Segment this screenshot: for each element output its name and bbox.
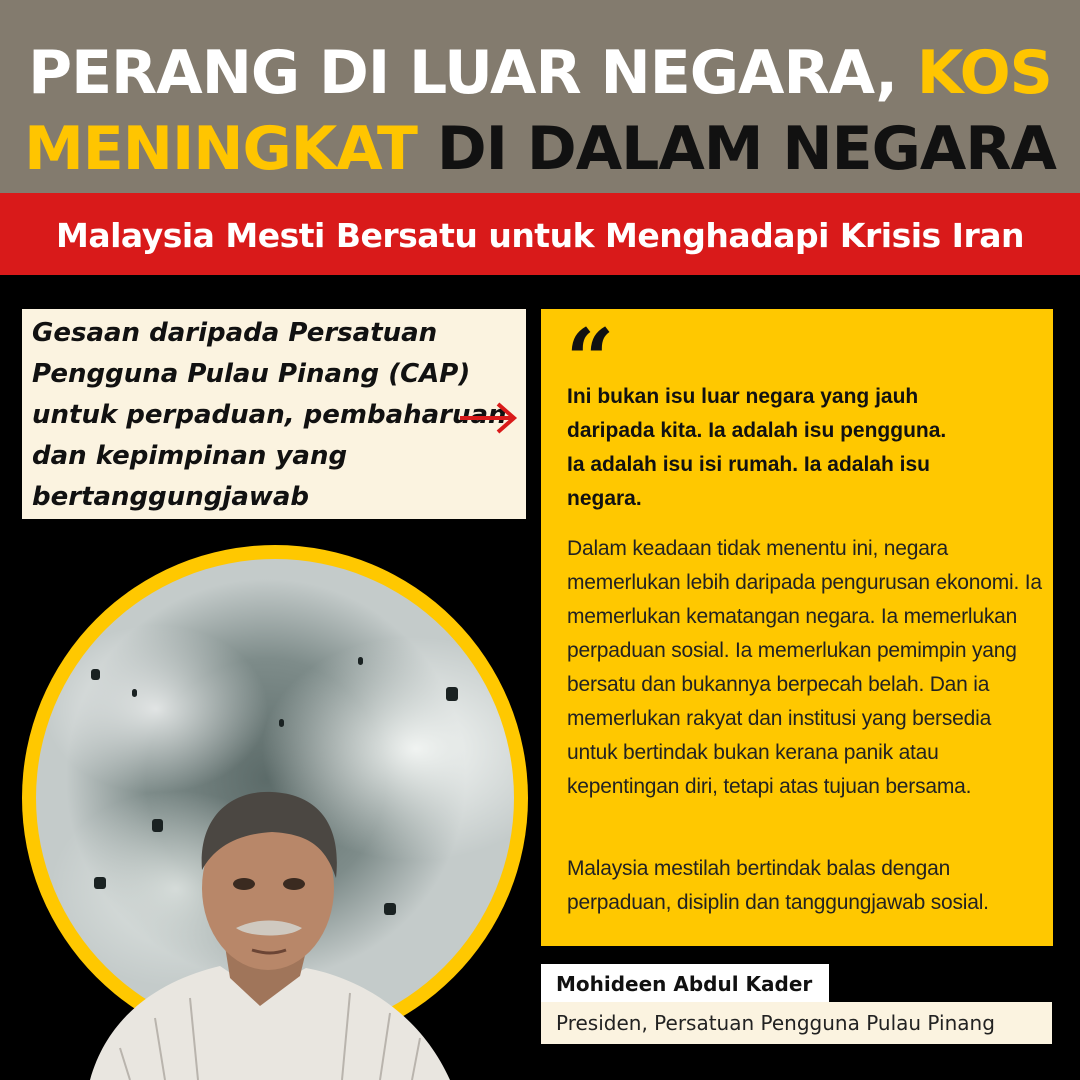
quote-lead-text: Ini bukan isu luar negara yang jauh daripada kita. Ia adalah isu pengguna. Ia adalah isu isi rumah. Ia adalah isu negara. bbox=[567, 385, 947, 510]
quote-paragraph-1: Dalam keadaan tidak menentu ini, negara memerlukan lebih daripada pengurusan ekonomi. Ia memerlukan kematangan negara. Ia memerlukan perpaduan sosial. Ia memerlukan pemimpin yang bersatu dan bukannya berpecah belah. Dan ia memerlukan rakyat dan institusi yang bersedia untuk bertindak bukan kerana panik atau kepentingan diri, tetapi atas tujuan bersama. bbox=[567, 537, 1042, 798]
subtitle-banner bbox=[0, 193, 1080, 275]
headline-white-text: PERANG DI LUAR NEGARA, bbox=[28, 38, 897, 108]
speaker-portrait bbox=[60, 778, 480, 1080]
headline-line-1 bbox=[0, 38, 1080, 108]
headline-highlight-text: MENINGKAT bbox=[24, 114, 417, 184]
headline-highlight-text: KOS bbox=[916, 38, 1052, 108]
intro-text: Gesaan daripada Persatuan Pengguna Pulau Pinang (CAP) untuk perpaduan, pembaharuan dan kepimpinan yang bertanggungjawab bbox=[32, 318, 507, 512]
quote-mark-icon: “ bbox=[566, 310, 615, 409]
quote-paragraph-2: Malaysia mestilah bertindak balas dengan perpaduan, disiplin dan tanggungjawab sosial. bbox=[567, 857, 989, 914]
subtitle-text: Malaysia Mesti Bersatu untuk Menghadapi Krisis Iran bbox=[56, 216, 1024, 255]
intro-box bbox=[22, 309, 526, 519]
headline-line-2 bbox=[0, 114, 1080, 184]
speaker-name: Mohideen Abdul Kader bbox=[556, 972, 813, 996]
headline-dark-text: DI DALAM NEGARA bbox=[436, 114, 1056, 184]
speaker-role: Presiden, Persatuan Pengguna Pulau Pinang bbox=[556, 1011, 995, 1035]
arrow-right-icon bbox=[458, 396, 520, 440]
